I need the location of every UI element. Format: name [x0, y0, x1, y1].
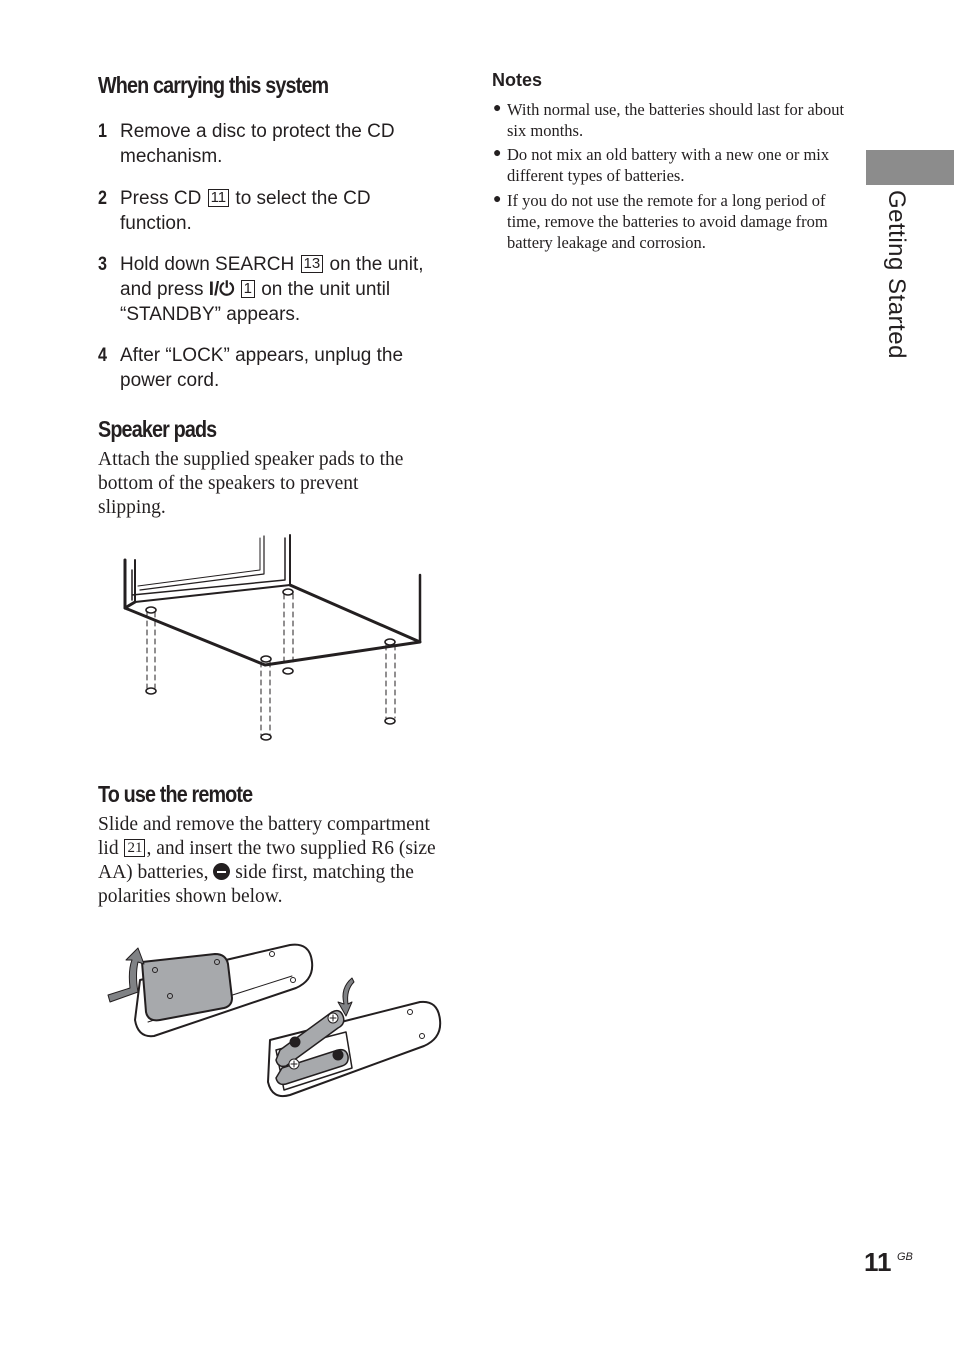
step-text: Press CD 11 to select the CD function.	[120, 188, 371, 234]
step-4	[98, 343, 438, 393]
key-reference: 21	[124, 839, 145, 857]
step-text: Hold down SEARCH 13 on the unit, and press I/⏻ 1 on the unit until “STANDBY” appears.	[120, 254, 424, 325]
note-item: ● With normal use, the batteries should last for about six months.	[493, 100, 845, 140]
remote-battery-illustration	[100, 940, 445, 1105]
bullet-icon: ●	[493, 101, 502, 116]
section-tab-marker	[866, 150, 954, 185]
step-text: After “LOCK” appears, unplug the power cord.	[120, 345, 404, 391]
step-1	[98, 119, 438, 169]
remote-body: Slide and remove the battery compartment lid 21 , and insert the two supplied R6 (size AA) batteries, side first, matching the polarities shown below.	[98, 814, 436, 907]
note-item: ● Do not mix an old battery with a new one or mix different types of batteries.	[493, 145, 830, 185]
key-reference: 1	[241, 280, 255, 298]
page-number: 11	[864, 1247, 892, 1277]
step-text: Remove a disc to protect the CD mechanism.	[120, 121, 395, 167]
page-number-suffix: GB	[897, 1251, 913, 1263]
step-number: 1	[98, 121, 107, 142]
minus-polarity-icon	[213, 863, 230, 880]
step-2	[98, 186, 438, 236]
step-number: 3	[98, 254, 107, 275]
step-number: 4	[98, 345, 107, 366]
key-reference: 11	[208, 189, 230, 207]
notes-title: Notes	[492, 70, 543, 90]
key-reference: 13	[301, 255, 324, 273]
step-number: 2	[98, 188, 107, 209]
carrying-heading: When carrying this system	[98, 72, 329, 98]
bullet-icon: ●	[493, 192, 502, 207]
remote-heading: To use the remote	[98, 781, 253, 807]
bullet-icon: ●	[493, 146, 502, 161]
speaker-pads-body: Attach the supplied speaker pads to the bottom of the speakers to prevent slipping.	[98, 449, 404, 518]
step-3	[98, 252, 438, 327]
section-side-label: Getting Started	[883, 190, 910, 359]
speaker-pads-heading: Speaker pads	[98, 416, 217, 442]
power-icon: I/⏻	[208, 279, 235, 300]
note-item: ● If you do not use the remote for a long period of time, remove the batteries to avoid damage from battery leakage and corrosion.	[493, 191, 828, 252]
speaker-pads-illustration	[110, 530, 440, 745]
